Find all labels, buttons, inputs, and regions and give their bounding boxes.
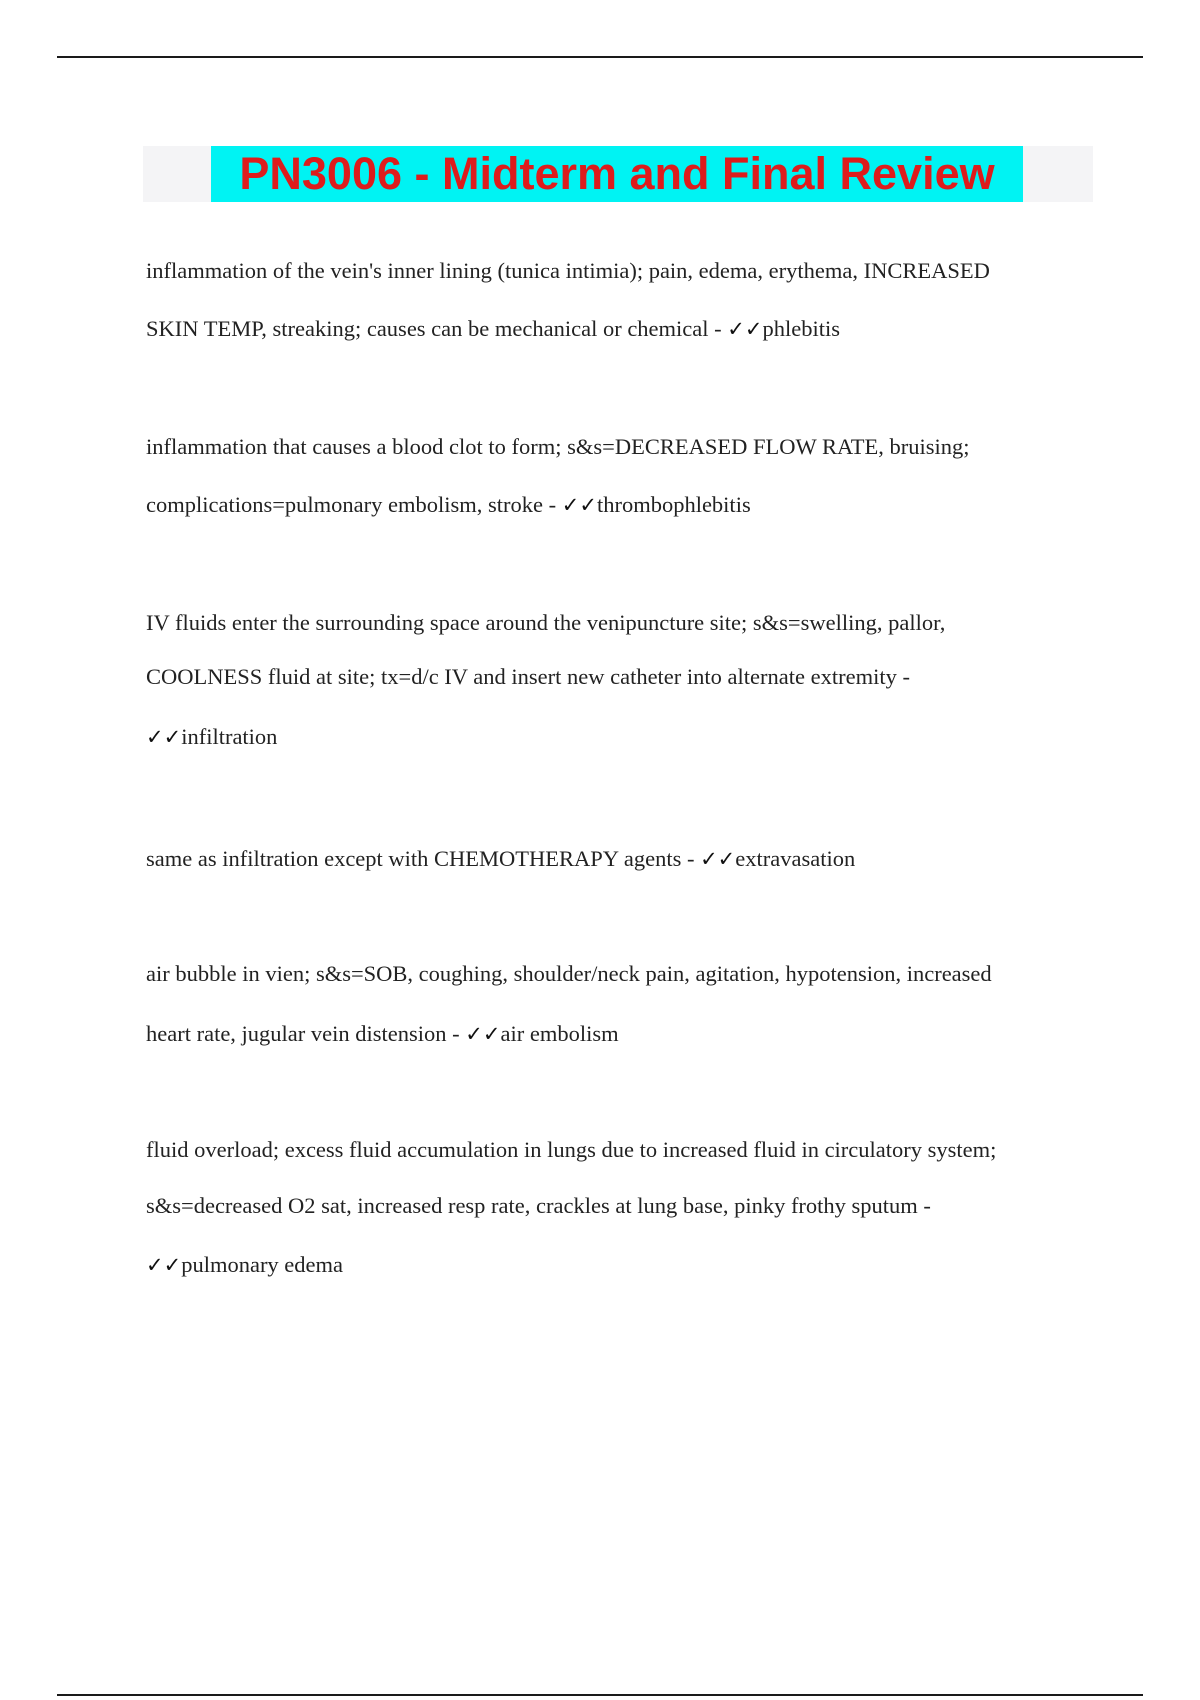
entry-line (146, 1019, 619, 1049)
entry-line: IV fluids enter the surrounding space around the venipuncture site; s&s=swelling, pallor, (146, 610, 946, 635)
answer-text: extravasation (735, 846, 856, 871)
answer-text: air embolism (500, 1021, 619, 1046)
entry-line: air bubble in vien; s&s=SOB, coughing, shoulder/neck pain, agitation, hypotension, increased (146, 961, 992, 986)
check-icon: ✓✓ (700, 847, 736, 871)
entry-line-text: heart rate, jugular vein distension - (146, 1021, 460, 1046)
entry-line (146, 314, 840, 344)
check-icon: ✓✓ (465, 1022, 501, 1046)
entry-answer (562, 492, 751, 517)
entry-line (146, 490, 751, 520)
entry-line-text: SKIN TEMP, streaking; causes can be mechanical or chemical - (146, 316, 722, 341)
entry-line-text: same as infiltration except with CHEMOTHERAPY agents - (146, 846, 695, 871)
answer-text: infiltration (181, 724, 278, 749)
entry-line (146, 844, 855, 874)
entry-line: COOLNESS fluid at site; tx=d/c IV and insert new catheter into alternate extremity - (146, 664, 910, 689)
check-icon: ✓✓ (727, 317, 763, 341)
check-icon: ✓✓ (146, 725, 182, 749)
entry-answer (146, 724, 277, 749)
answer-text: thrombophlebitis (596, 492, 751, 517)
entry-line (146, 1250, 343, 1280)
top-rule (57, 56, 1143, 58)
entry-line: inflammation of the vein's inner lining (tunica intimia); pain, edema, erythema, INCREASED (146, 258, 990, 283)
check-icon: ✓✓ (146, 1253, 182, 1277)
entry-line: s&s=decreased O2 sat, increased resp rate, crackles at lung base, pinky frothy sputum - (146, 1193, 931, 1218)
entry-line-text: complications=pulmonary embolism, stroke - (146, 492, 557, 517)
check-icon: ✓✓ (561, 493, 597, 517)
entry-answer (727, 316, 840, 341)
entry-answer (700, 846, 855, 871)
page-title: PN3006 - Midterm and Final Review (211, 146, 1023, 202)
entry-answer (465, 1021, 618, 1046)
entry-answer (146, 1252, 343, 1277)
entry-line: fluid overload; excess fluid accumulation in lungs due to increased fluid in circulatory system; (146, 1137, 997, 1162)
bottom-rule (57, 1694, 1143, 1696)
answer-text: pulmonary edema (181, 1252, 344, 1277)
entry-line (146, 722, 277, 752)
answer-text: phlebitis (762, 316, 840, 341)
entry-line: inflammation that causes a blood clot to form; s&s=DECREASED FLOW RATE, bruising; (146, 434, 970, 459)
